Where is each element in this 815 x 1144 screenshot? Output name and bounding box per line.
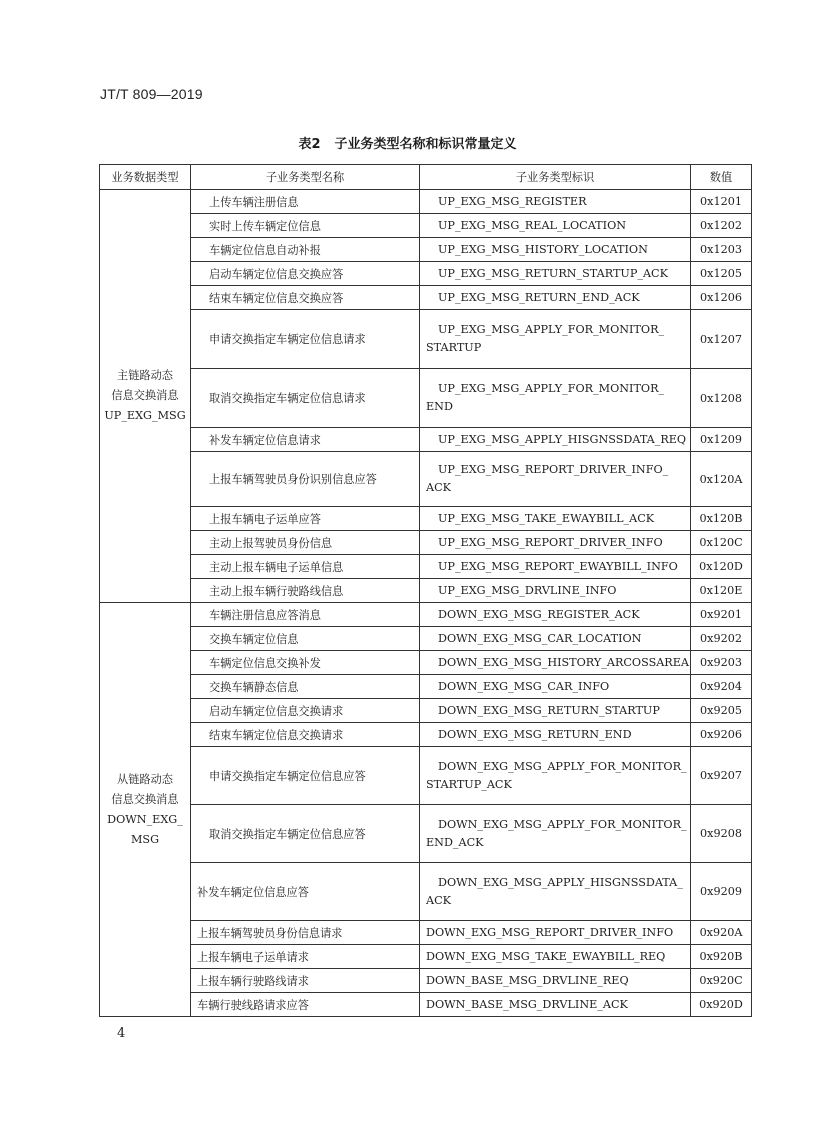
identifier-line: DOWN_EXG_MSG_APPLY_HISGNSSDATA_ [438, 875, 683, 889]
column-header: 子业务类型标识 [420, 165, 691, 190]
subtype-name-cell: 取消交换指定车辆定位信息应答 [191, 805, 420, 863]
subtype-name-cell: 申请交换指定车辆定位信息请求 [191, 310, 420, 369]
subtype-name-cell: 主动上报车辆电子运单信息 [191, 555, 420, 579]
subtype-name-cell: 上报车辆电子运单应答 [191, 507, 420, 531]
identifier-line: DOWN_EXG_MSG_REPORT_DRIVER_INFO [426, 925, 674, 939]
document-id: JT/T 809—2019 [100, 86, 203, 102]
category-line: 从链路动态 [117, 772, 173, 786]
identifier-line: DOWN_EXG_MSG_REGISTER_ACK [438, 607, 640, 621]
subtype-name-cell: 补发车辆定位信息应答 [191, 863, 420, 921]
subtype-identifier-cell [420, 190, 691, 214]
identifier-line: STARTUP [426, 341, 482, 354]
category-line: DOWN_EXG_ [107, 812, 183, 826]
identifier-line: STARTUP_ACK [426, 777, 512, 791]
value-cell: 0x920B [691, 945, 752, 969]
column-header: 数值 [691, 165, 752, 190]
value-cell: 0x120B [691, 507, 752, 531]
value-cell: 0x120E [691, 579, 752, 603]
value-cell: 0x9206 [691, 723, 752, 747]
subtype-identifier-cell [420, 969, 691, 993]
subtype-identifier-cell [420, 723, 691, 747]
identifier-line: UP_EXG_MSG_APPLY_FOR_MONITOR_ [438, 382, 665, 395]
category-line: 主链路动态 [117, 369, 173, 382]
value-cell: 0x9207 [691, 747, 752, 805]
subtype-name-cell: 实时上传车辆定位信息 [191, 214, 420, 238]
subtype-name-cell: 结束车辆定位信息交换应答 [191, 286, 420, 310]
subtype-identifier-cell [420, 452, 691, 507]
table-row [100, 428, 752, 452]
subtype-identifier-cell [420, 238, 691, 262]
subtype-identifier-cell [420, 699, 691, 723]
table-row [100, 723, 752, 747]
subtype-identifier-cell [420, 921, 691, 945]
subtype-identifier-cell [420, 214, 691, 238]
table-row [100, 310, 752, 369]
subtype-identifier-cell [420, 675, 691, 699]
subtype-name-cell: 补发车辆定位信息请求 [191, 428, 420, 452]
table-row [100, 863, 752, 921]
subtype-identifier-cell [420, 507, 691, 531]
subtype-identifier-cell [420, 310, 691, 369]
identifier-line: UP_EXG_MSG_APPLY_FOR_MONITOR_ [438, 323, 665, 336]
table-row [100, 651, 752, 675]
identifier-line: UP_EXG_MSG_APPLY_HISGNSSDATA_REQ [438, 432, 687, 446]
value-cell: 0x1205 [691, 262, 752, 286]
identifier-line: UP_EXG_MSG_RETURN_END_ACK [438, 290, 640, 304]
table-row [100, 286, 752, 310]
value-cell: 0x120D [691, 555, 752, 579]
value-cell: 0x9209 [691, 863, 752, 921]
identifier-line: DOWN_BASE_MSG_DRVLINE_REQ [426, 973, 629, 987]
subtype-name-cell: 上报车辆驾驶员身份信息请求 [191, 921, 420, 945]
subtype-identifier-cell [420, 945, 691, 969]
identifier-line: END [426, 400, 453, 413]
table-row [100, 699, 752, 723]
identifier-line: UP_EXG_MSG_REPORT_EWAYBILL_INFO [438, 559, 678, 573]
subtype-name-cell: 车辆行驶线路请求应答 [191, 993, 420, 1017]
table-header-row [100, 165, 752, 190]
identifier-line: UP_EXG_MSG_HISTORY_LOCATION [438, 242, 648, 256]
table-title: 子业务类型名称和标识常量定义 [334, 137, 517, 152]
table-row [100, 579, 752, 603]
table-row [100, 531, 752, 555]
value-cell: 0x1202 [691, 214, 752, 238]
identifier-line: DOWN_EXG_MSG_CAR_LOCATION [438, 631, 642, 645]
table-row [100, 993, 752, 1017]
subtype-identifier-cell [420, 286, 691, 310]
value-cell: 0x120C [691, 531, 752, 555]
category-cell [100, 603, 191, 1017]
subtype-name-cell: 交换车辆定位信息 [191, 627, 420, 651]
column-header: 业务数据类型 [100, 165, 191, 190]
identifier-line: ACK [426, 893, 451, 907]
identifier-line: UP_EXG_MSG_REPORT_DRIVER_INFO [438, 535, 663, 549]
identifier-line: UP_EXG_MSG_RETURN_STARTUP_ACK [438, 266, 668, 280]
identifier-line: UP_EXG_MSG_REGISTER [438, 194, 587, 208]
value-cell: 0x9205 [691, 699, 752, 723]
subtype-identifier-cell [420, 805, 691, 863]
value-cell: 0x920D [691, 993, 752, 1017]
subtype-identifier-cell [420, 993, 691, 1017]
table-row [100, 507, 752, 531]
value-cell: 0x920A [691, 921, 752, 945]
table-number: 表2 [298, 137, 321, 152]
subtype-identifier-cell [420, 369, 691, 428]
value-cell: 0x9202 [691, 627, 752, 651]
table-row [100, 969, 752, 993]
identifier-line: ACK [426, 481, 451, 494]
category-line: 信息交换消息 [111, 389, 179, 402]
identifier-line: DOWN_EXG_MSG_TAKE_EWAYBILL_REQ [426, 949, 666, 963]
identifier-line: DOWN_BASE_MSG_DRVLINE_ACK [426, 997, 628, 1011]
value-cell: 0x1207 [691, 310, 752, 369]
value-cell: 0x920C [691, 969, 752, 993]
value-cell: 0x9204 [691, 675, 752, 699]
subtype-name-cell: 主动上报车辆行驶路线信息 [191, 579, 420, 603]
identifier-line: DOWN_EXG_MSG_APPLY_FOR_MONITOR_ [438, 759, 687, 773]
identifier-line: DOWN_EXG_MSG_RETURN_STARTUP [438, 703, 660, 717]
category-line: 信息交换消息 [111, 792, 179, 806]
subtype-name-cell: 主动上报驾驶员身份信息 [191, 531, 420, 555]
subtype-name-cell: 上传车辆注册信息 [191, 190, 420, 214]
identifier-line: UP_EXG_MSG_REAL_LOCATION [438, 218, 627, 232]
subtype-identifier-cell [420, 651, 691, 675]
table-row [100, 675, 752, 699]
subtype-identifier-cell [420, 531, 691, 555]
subtype-name-cell: 车辆定位信息交换补发 [191, 651, 420, 675]
category-line: UP_EXG_MSG [104, 409, 186, 422]
table-row [100, 452, 752, 507]
table-row [100, 921, 752, 945]
category-cell [100, 190, 191, 603]
table-row [100, 945, 752, 969]
page-number: 4 [117, 1026, 126, 1041]
identifier-line: UP_EXG_MSG_REPORT_DRIVER_INFO_ [438, 463, 669, 476]
table-row [100, 805, 752, 863]
identifier-line: DOWN_EXG_MSG_CAR_INFO [438, 679, 610, 693]
column-header: 子业务类型名称 [191, 165, 420, 190]
subtype-name-cell: 取消交换指定车辆定位信息请求 [191, 369, 420, 428]
subtype-name-cell: 车辆定位信息自动补报 [191, 238, 420, 262]
value-cell: 0x9201 [691, 603, 752, 627]
value-cell: 0x9208 [691, 805, 752, 863]
identifier-line: UP_EXG_MSG_TAKE_EWAYBILL_ACK [438, 511, 655, 525]
subtype-name-cell: 上报车辆电子运单请求 [191, 945, 420, 969]
table-row [100, 627, 752, 651]
identifier-line: DOWN_EXG_MSG_RETURN_END [438, 727, 632, 741]
value-cell: 0x120A [691, 452, 752, 507]
table-row [100, 214, 752, 238]
subtype-name-cell: 上报车辆驾驶员身份识别信息应答 [191, 452, 420, 507]
subtype-identifier-cell [420, 863, 691, 921]
identifier-line: DOWN_EXG_MSG_APPLY_FOR_MONITOR_ [438, 817, 687, 831]
subtype-name-cell: 交换车辆静态信息 [191, 675, 420, 699]
table-row [100, 238, 752, 262]
identifier-line: UP_EXG_MSG_DRVLINE_INFO [438, 583, 617, 597]
subtype-name-cell: 申请交换指定车辆定位信息应答 [191, 747, 420, 805]
subtype-name-cell: 结束车辆定位信息交换请求 [191, 723, 420, 747]
table-row [100, 747, 752, 805]
value-cell: 0x1208 [691, 369, 752, 428]
table-row [100, 190, 752, 214]
subtype-identifier-cell [420, 579, 691, 603]
subtype-identifier-cell [420, 428, 691, 452]
subtype-name-cell: 启动车辆定位信息交换应答 [191, 262, 420, 286]
table-body [100, 190, 752, 1017]
subtype-identifier-cell [420, 627, 691, 651]
subtype-name-cell: 上报车辆行驶路线请求 [191, 969, 420, 993]
value-cell: 0x1201 [691, 190, 752, 214]
table-row [100, 369, 752, 428]
subtype-identifier-cell [420, 262, 691, 286]
table-row [100, 555, 752, 579]
table-row [100, 603, 752, 627]
subtype-identifier-cell [420, 555, 691, 579]
subtype-identifier-cell [420, 603, 691, 627]
identifier-line: DOWN_EXG_MSG_HISTORY_ARCOSSAREA [438, 655, 689, 669]
subtype-name-cell: 启动车辆定位信息交换请求 [191, 699, 420, 723]
subtype-table [99, 164, 752, 1017]
table-row [100, 262, 752, 286]
value-cell: 0x1209 [691, 428, 752, 452]
identifier-line: END_ACK [426, 835, 484, 849]
value-cell: 0x1203 [691, 238, 752, 262]
value-cell: 0x9203 [691, 651, 752, 675]
value-cell: 0x1206 [691, 286, 752, 310]
subtype-name-cell: 车辆注册信息应答消息 [191, 603, 420, 627]
table-caption [0, 133, 815, 152]
category-line: MSG [130, 832, 160, 846]
subtype-identifier-cell [420, 747, 691, 805]
